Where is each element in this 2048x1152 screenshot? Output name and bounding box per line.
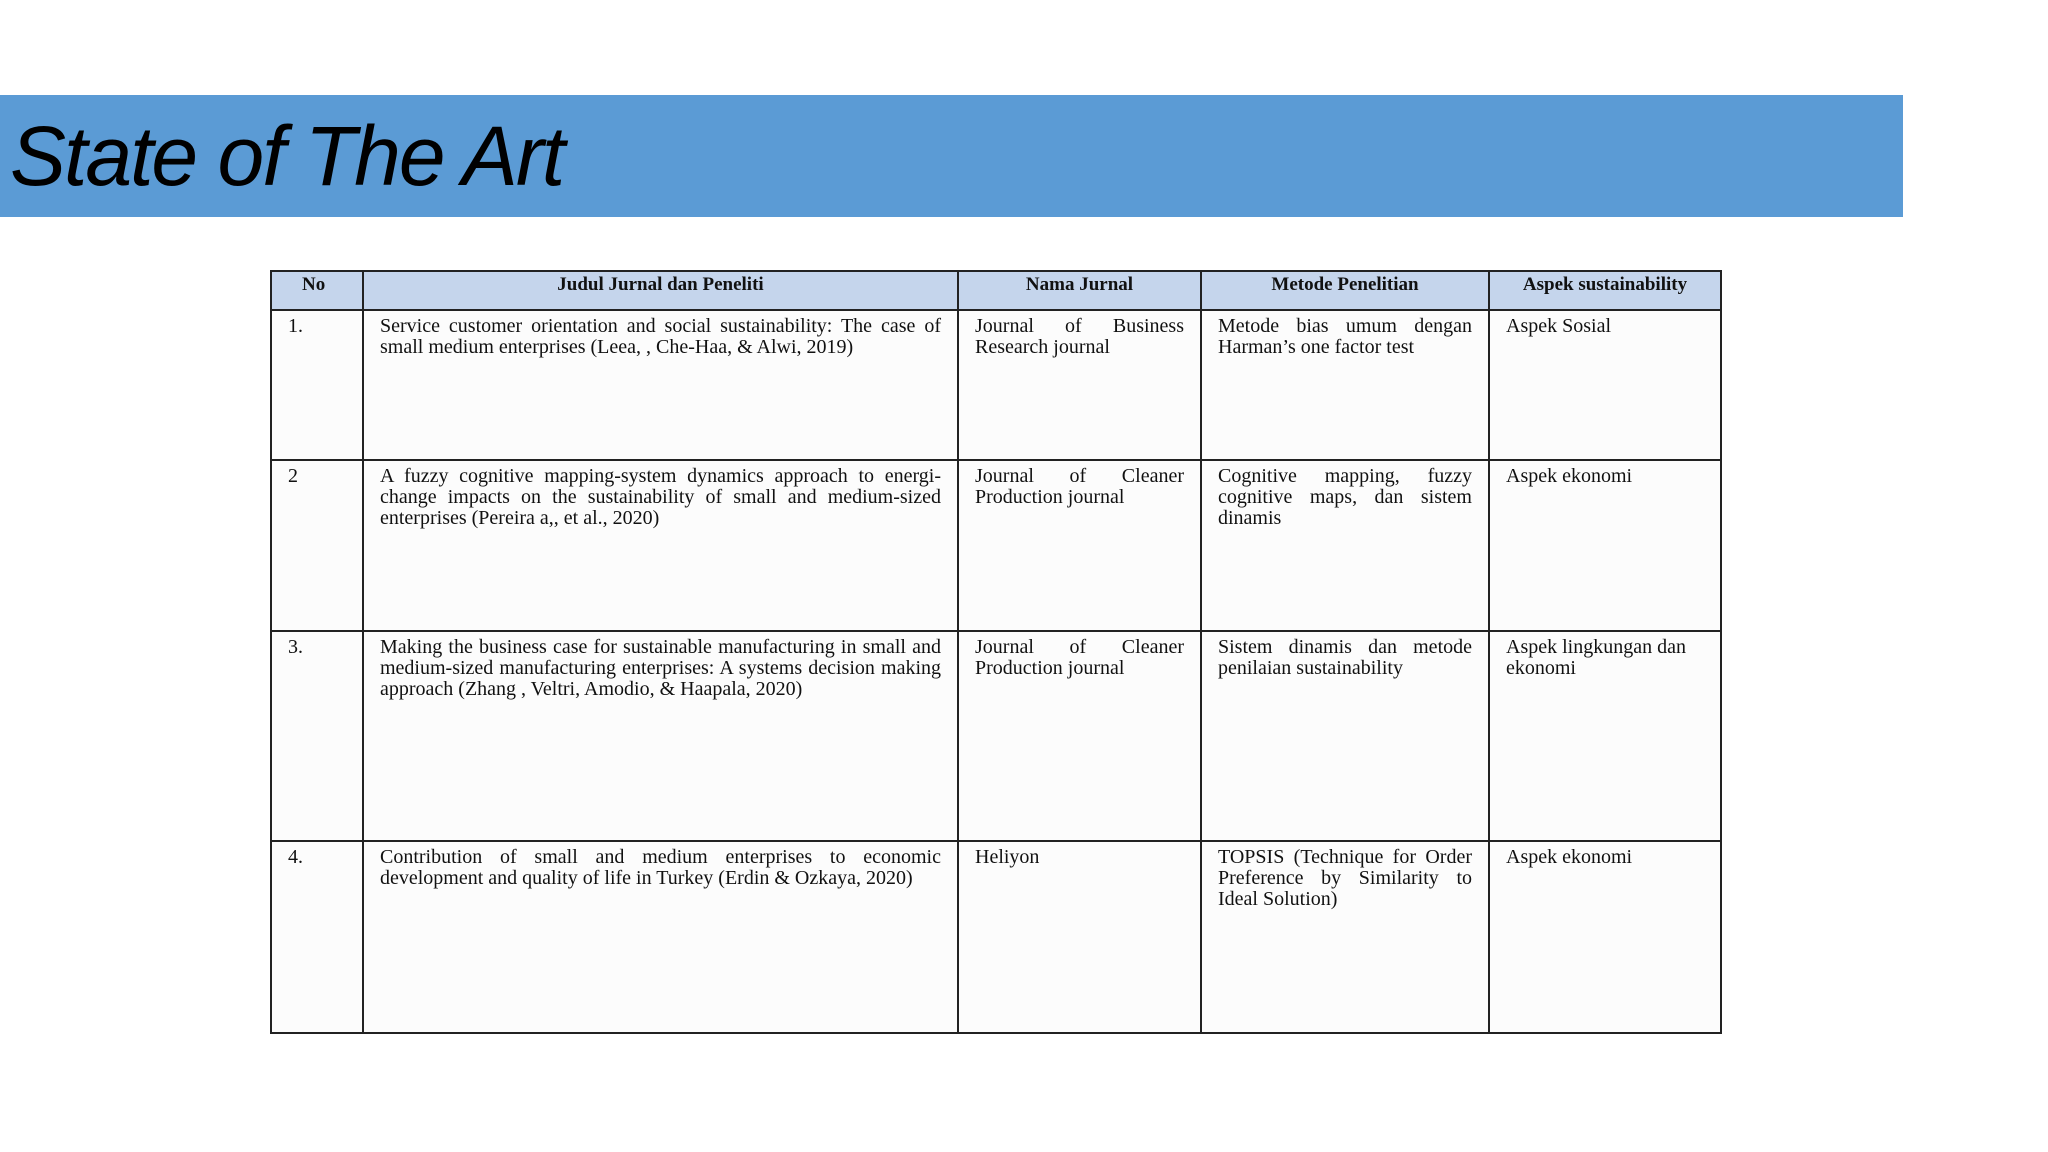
- cell-aspek: Aspek lingkungan dan ekonomi: [1489, 631, 1721, 841]
- cell-no: 4.: [271, 841, 363, 1033]
- cell-metode: TOPSIS (Technique for Order Preference by Similarity to Ideal Solution): [1201, 841, 1489, 1033]
- cell-aspek: Aspek Sosial: [1489, 310, 1721, 460]
- header-judul: Judul Jurnal dan Peneliti: [363, 271, 958, 310]
- header-nama: Nama Jurnal: [958, 271, 1201, 310]
- slide-title: State of The Art: [10, 109, 564, 203]
- table-row: [271, 310, 1721, 460]
- cell-metode: Cognitive mapping, fuzzy cognitive maps, dan sistem dinamis: [1201, 460, 1489, 631]
- cell-nama: Heliyon: [958, 841, 1201, 1033]
- cell-judul: Service customer orientation and social sustainability: The case of small medium enterprises (Leea, , Che-Haa, & Alwi, 2019): [363, 310, 958, 460]
- cell-judul: A fuzzy cognitive mapping-system dynamics approach to energi-change impacts on the sustainability of small and medium-sized enterprises (Pereira a,, et al., 2020): [363, 460, 958, 631]
- cell-nama: Journal of Business Research journal: [958, 310, 1201, 460]
- title-banner: [0, 95, 1903, 217]
- cell-nama: Journal of Cleaner Production journal: [958, 460, 1201, 631]
- cell-no: 2: [271, 460, 363, 631]
- cell-judul: Contribution of small and medium enterprises to economic development and quality of life in Turkey (Erdin & Ozkaya, 2020): [363, 841, 958, 1033]
- cell-aspek: Aspek ekonomi: [1489, 460, 1721, 631]
- cell-nama: Journal of Cleaner Production journal: [958, 631, 1201, 841]
- header-metode: Metode Penelitian: [1201, 271, 1489, 310]
- table-header-row: [271, 271, 1721, 310]
- cell-no: 1.: [271, 310, 363, 460]
- cell-metode: Metode bias umum dengan Harman’s one factor test: [1201, 310, 1489, 460]
- state-of-art-table: [270, 270, 1722, 1034]
- table-row: [271, 841, 1721, 1033]
- cell-aspek: Aspek ekonomi: [1489, 841, 1721, 1033]
- state-of-art-table-image: [270, 270, 1720, 1033]
- header-aspek: Aspek sustainability: [1489, 271, 1721, 310]
- table-row: [271, 631, 1721, 841]
- cell-judul: Making the business case for sustainable manufacturing in small and medium-sized manufacturing enterprises: A systems decision making approach (Zhang , Veltri, Amodio, & Haapala, 2020): [363, 631, 958, 841]
- header-no: No: [271, 271, 363, 310]
- cell-no: 3.: [271, 631, 363, 841]
- cell-metode: Sistem dinamis dan metode penilaian sustainability: [1201, 631, 1489, 841]
- table-row: [271, 460, 1721, 631]
